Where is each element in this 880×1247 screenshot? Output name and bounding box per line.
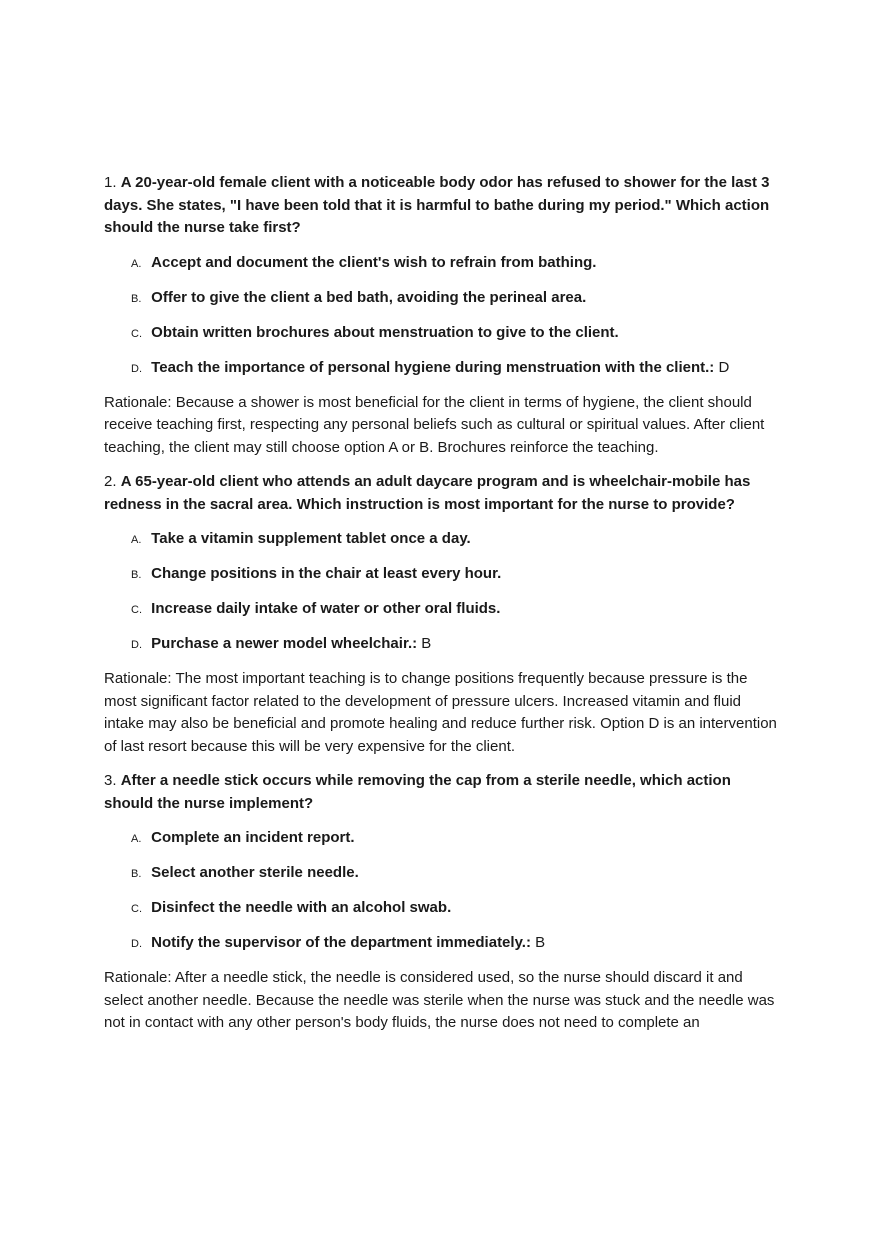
option-text: Disinfect the needle with an alcohol swab. bbox=[151, 899, 452, 916]
option-b bbox=[131, 287, 784, 310]
option-text: Teach the importance of personal hygiene during menstruation with the client.: bbox=[151, 358, 715, 376]
question-text: A 65-year-old client who attends an adult daycare program and is wheelchair-mobile has redness in the sacral area. Which instruction is most important for the nurse to provide? bbox=[104, 473, 751, 513]
option-a bbox=[131, 528, 784, 551]
option-a bbox=[131, 252, 784, 275]
question-number: 1. bbox=[104, 174, 117, 191]
question-2 bbox=[104, 471, 784, 758]
option-text: Change positions in the chair at least every hour. bbox=[151, 565, 502, 582]
option-letter: C. bbox=[131, 604, 142, 616]
option-letter: A. bbox=[131, 833, 142, 845]
option-list bbox=[104, 252, 784, 380]
option-text: Complete an incident report. bbox=[151, 829, 355, 846]
option-text: Obtain written brochures about menstruation to give to the client. bbox=[151, 323, 619, 341]
answer-key: D bbox=[718, 358, 730, 376]
question-3 bbox=[104, 770, 784, 1035]
option-a bbox=[131, 827, 784, 850]
question-text: A 20-year-old female client with a noticeable body odor has refused to shower for the last 3 days. She states, "I have been told that it is harmful to bathe during my period." Which action should the nurse take first? bbox=[104, 174, 770, 236]
option-b bbox=[131, 862, 784, 885]
option-letter: C. bbox=[131, 903, 142, 915]
option-letter: D. bbox=[131, 639, 142, 651]
question-stem bbox=[104, 770, 784, 815]
document-page bbox=[104, 172, 784, 1035]
answer-key: B bbox=[421, 635, 432, 652]
question-stem bbox=[104, 172, 784, 240]
rationale: Rationale: After a needle stick, the needle is considered used, so the nurse should discard it and select another needle. Because the needle was sterile when the nurse was stuck and the needle was not in contact with any other person's body fluids, the nurse does not need to complete an bbox=[104, 969, 775, 1031]
answer-key: B bbox=[535, 934, 546, 951]
option-b bbox=[131, 563, 784, 586]
question-text: After a needle stick occurs while removing the cap from a sterile needle, which action should the nurse implement? bbox=[104, 772, 731, 812]
option-c bbox=[131, 598, 784, 621]
option-list bbox=[104, 827, 784, 955]
option-c bbox=[131, 897, 784, 920]
option-c bbox=[131, 322, 784, 345]
option-list bbox=[104, 528, 784, 656]
question-number: 2. bbox=[104, 473, 117, 490]
rationale: Rationale: Because a shower is most beneficial for the client in terms of hygiene, the client should receive teaching first, respecting any personal beliefs such as cultural or spiritual values. After client teaching, the client may still choose option A or B. Brochures reinforce the teaching. bbox=[104, 393, 765, 456]
option-letter: A. bbox=[131, 257, 142, 270]
option-letter: B. bbox=[131, 569, 142, 581]
option-d bbox=[131, 932, 784, 955]
option-letter: A. bbox=[131, 534, 142, 546]
option-text: Purchase a newer model wheelchair.: bbox=[151, 635, 418, 652]
option-text: Take a vitamin supplement tablet once a day. bbox=[151, 530, 471, 547]
option-text: Increase daily intake of water or other oral fluids. bbox=[151, 600, 501, 617]
option-letter: D. bbox=[131, 362, 142, 375]
option-letter: D. bbox=[131, 938, 142, 950]
rationale: Rationale: The most important teaching is to change positions frequently because pressure is the most significant factor related to the development of pressure ulcers. Increased vitamin and fluid intake may also be beneficial and promote healing and reduce further risk. Option D is an intervention of last resort because this will be very expensive for the client. bbox=[104, 670, 777, 755]
option-d bbox=[131, 633, 784, 656]
option-text: Notify the supervisor of the department immediately.: bbox=[151, 934, 531, 951]
question-stem bbox=[104, 471, 784, 516]
question-number: 3. bbox=[104, 772, 117, 789]
option-d bbox=[131, 357, 784, 380]
option-text: Offer to give the client a bed bath, avoiding the perineal area. bbox=[151, 288, 587, 306]
option-text: Accept and document the client's wish to refrain from bathing. bbox=[151, 253, 597, 271]
option-letter: C. bbox=[131, 327, 142, 340]
option-letter: B. bbox=[131, 868, 142, 880]
question-1 bbox=[104, 172, 784, 459]
option-text: Select another sterile needle. bbox=[151, 864, 359, 881]
option-letter: B. bbox=[131, 292, 142, 305]
